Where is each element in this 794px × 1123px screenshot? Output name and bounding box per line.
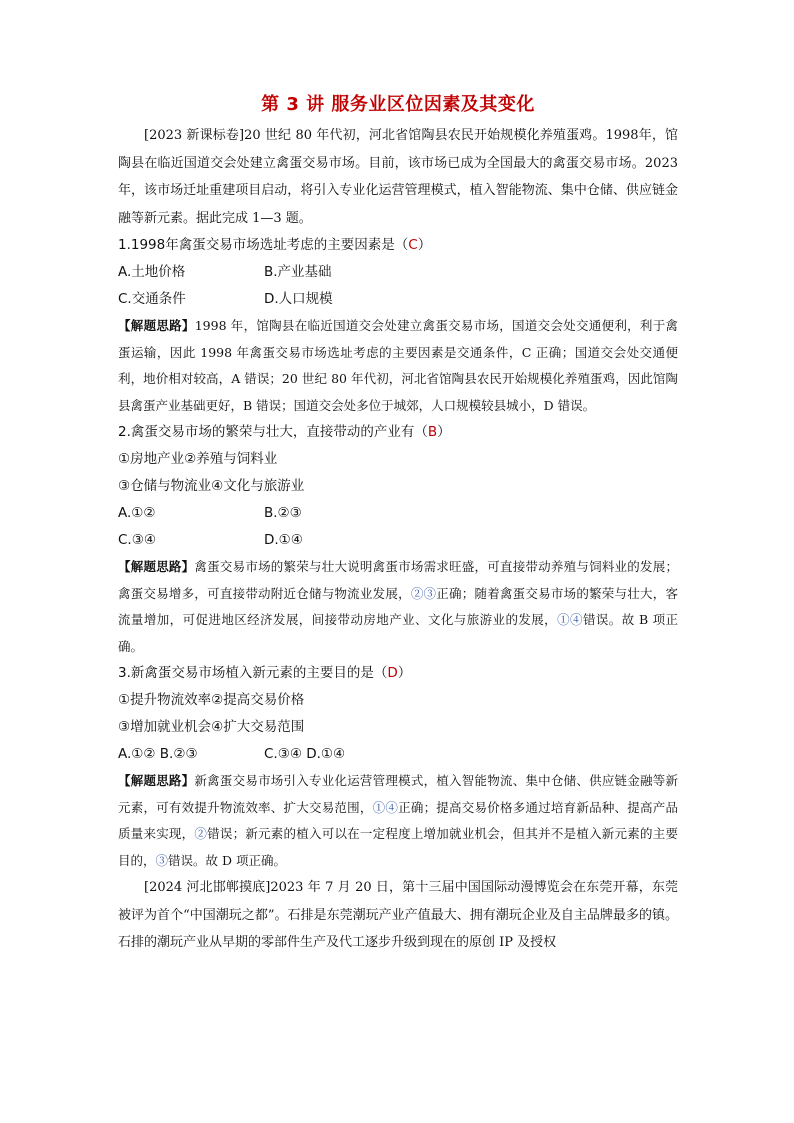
question-2-option-a: A.①② <box>118 505 156 521</box>
question-3-text: 3.新禽蛋交易市场植入新元素的主要目的是（ <box>118 665 388 681</box>
circled-numbers: ② <box>194 826 208 841</box>
question-1-explanation <box>118 313 678 419</box>
page-title: 第 3 讲 服务业区位因素及其变化 <box>261 94 535 115</box>
question-1-explanation-text: 1998 年，馆陶县在临近国道交会处建立禽蛋交易市场，国道交会处交通便利，利于禽蛋运输，因此 1998 年禽蛋交易市场选址考虑的主要因素是交通条件，C 正确；国道交会处交通便利，地价相对较高，A 错误；20 世纪 80 年代初，河北省馆陶县农民开始规模化养殖蛋鸡，因此馆陶县禽蛋产业基础更好，B 错误；国道交会处多位于城郊，人口规模较县城小，D 错误。 <box>118 318 678 413</box>
question-2-options-row-2 <box>118 527 678 554</box>
question-1-options-row-1 <box>118 259 678 286</box>
explanation-text: 错误。故 D 项正确。 <box>168 852 287 868</box>
explanation-text: 正确；提高交易价格多通过培育新品种、提高产品质量来实现， <box>118 799 678 841</box>
question-2-option-c: C.③④ <box>118 532 156 548</box>
intro-passage-2: [2024 河北邯郸摸底]2023 年 7 月 20 日，第十三届中国国际动漫博览会在东莞开幕，东莞被评为首个“中国潮玩之都”。石排是东莞潮玩产业产值最大、拥有潮玩企业及自主品牌最多的镇。石排的潮玩产业从早期的零部件生产及代工逐步升级到现在的原创 IP 及授权 <box>118 880 678 950</box>
question-3-items-2: ③增加就业机会④扩大交易范围 <box>118 719 305 735</box>
question-1-option-b: B.产业基础 <box>264 264 332 280</box>
explanation-text: 正确；随着禽蛋交易市场的繁荣与壮大，客流量增加，可促进地区经济发展，间接带动房地产业、文化与旅游业的发展， <box>118 585 678 627</box>
question-1-options-row-2 <box>118 286 678 313</box>
question-3-items-1: ①提升物流效率②提高交易价格 <box>118 692 305 708</box>
question-2-items-2: ③仓储与物流业④文化与旅游业 <box>118 478 305 494</box>
question-2-explanation <box>118 554 678 660</box>
explanation-text: 错误。故 B 项正确。 <box>118 612 678 654</box>
question-3-options-ab: A.①② B.②③ <box>118 746 198 762</box>
circled-numbers: ②③ <box>410 585 437 601</box>
explanation-text: 新禽蛋交易市场引入专业化运营管理模式，植入智能物流、集中仓储、供应链金融等新元素，可有效提升物流效率、扩大交易范围， <box>118 773 678 815</box>
explanation-tag: 【解题思路】 <box>118 773 195 788</box>
question-1-stem <box>118 232 678 259</box>
question-1-option-a: A.土地价格 <box>118 264 186 280</box>
question-1-text: 1.1998年禽蛋交易市场选址考虑的主要因素是（ <box>118 237 409 253</box>
explanation-text: 禽蛋交易市场的繁荣与壮大说明禽蛋市场需求旺盛，可直接带动养殖与饲料业的发展；禽蛋交易增多，可直接带动附近仓储与物流业发展， <box>118 559 678 601</box>
explanation-tag: 【解题思路】 <box>118 559 195 574</box>
question-2-stem <box>118 419 678 446</box>
question-1-close: ） <box>417 237 432 253</box>
question-1-option-d: D.人口规模 <box>264 291 333 307</box>
question-3-answer: D <box>387 665 398 681</box>
question-3-explanation <box>118 768 678 874</box>
question-2-text: 2.禽蛋交易市场的繁荣与壮大，直接带动的产业有（ <box>118 424 428 440</box>
document-page <box>118 92 678 957</box>
question-2-answer: B <box>427 424 438 440</box>
question-2-items-1: ①房地产业②养殖与饲料业 <box>118 451 278 467</box>
circled-numbers: ③ <box>155 852 169 868</box>
explanation-text: 错误；新元素的植入可以在一定程度上增加就业机会，但其并不是植入新元素的主要目的， <box>118 826 678 868</box>
circled-numbers: ①④ <box>372 799 399 815</box>
question-3-stem <box>118 660 678 687</box>
question-1-option-c: C.交通条件 <box>118 291 186 307</box>
explanation-tag: 【解题思路】 <box>118 318 195 333</box>
question-1-answer: C <box>408 237 418 253</box>
question-3-options-row <box>118 741 678 768</box>
question-2-options-row-1 <box>118 500 678 527</box>
circled-numbers: ①④ <box>557 612 583 627</box>
question-2-option-d: D.①④ <box>264 532 303 548</box>
question-2-option-b: B.②③ <box>264 505 302 521</box>
question-3-close: ） <box>397 665 412 681</box>
question-2-close: ） <box>437 424 451 440</box>
intro-passage-1: [2023 新课标卷]20 世纪 80 年代初，河北省馆陶县农民开始规模化养殖蛋鸡。1998年，馆陶县在临近国道交会处建立禽蛋交易市场。目前，该市场已成为全国最大的禽蛋交易市场。2023 年，该市场迁址重建项目启动，将引入专业化运营管理模式，植入智能物流、集中仓储、供应链金融等新元素。据此完成 1—3 题。 <box>118 128 678 226</box>
question-3-options-cd: C.③④ D.①④ <box>264 746 346 762</box>
